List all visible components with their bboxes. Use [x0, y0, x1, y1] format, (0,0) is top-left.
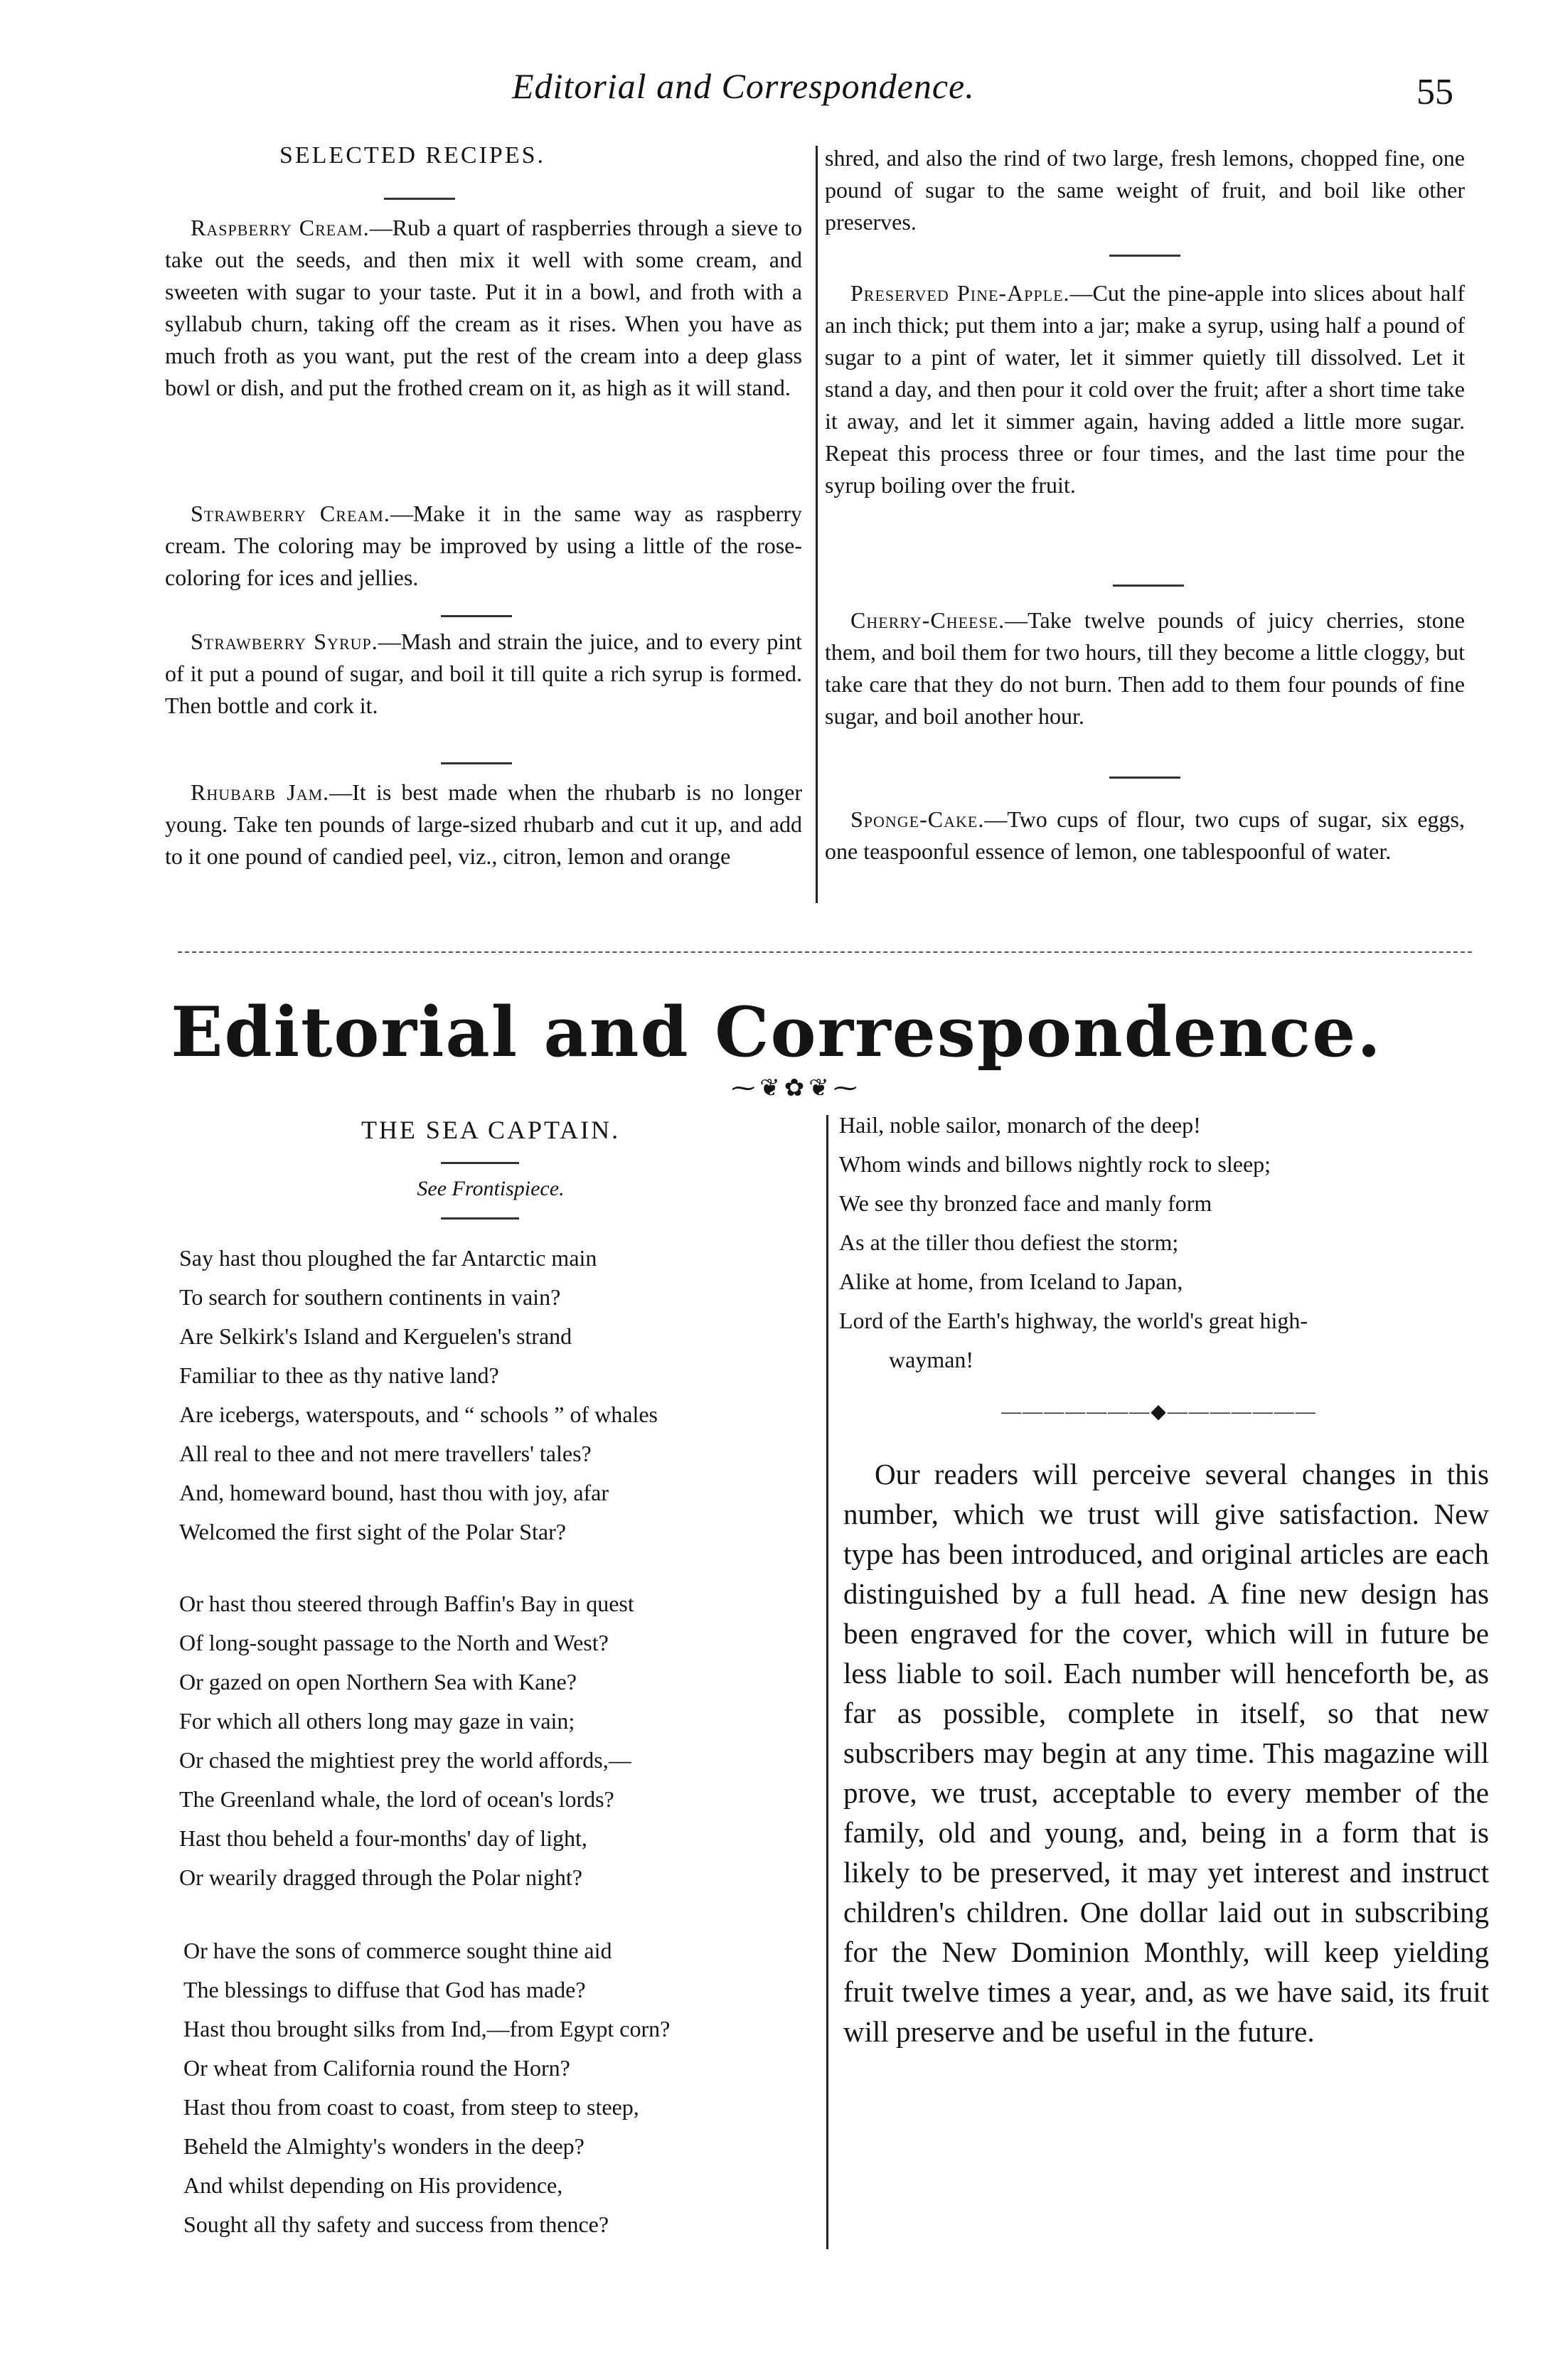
poem-line: All real to thee and not mere travellers' tales? [179, 1441, 592, 1466]
poem-line: Or chased the mightiest prey the world affords,— [179, 1747, 631, 1773]
poem-line: And whilst depending on His providence, [183, 2172, 563, 2198]
poem-line: The blessings to diffuse that God has made? [183, 1977, 586, 2002]
recipe-title: Raspberry Cream. [191, 215, 370, 240]
recipe-continuation [825, 142, 1465, 238]
poem-line: Whom winds and billows nightly rock to sleep; [839, 1151, 1271, 1177]
recipe-sponge-cake [825, 804, 1465, 868]
recipe-text: —Make it in the same way as raspberry cream. The coloring may be improved by using a little of the rose-coloring for ices and jellies. [165, 501, 803, 590]
poem-line: Hail, noble sailor, monarch of the deep! [839, 1112, 1201, 1138]
poem-line: We see thy bronzed face and manly form [839, 1190, 1212, 1216]
recipe-rhubarb-jam [165, 777, 802, 873]
poem-line: Are icebergs, waterspouts, and “ schools ” of whales [179, 1402, 658, 1427]
recipe-text: —Rub a quart of raspberries through a sieve to take out the seeds, and then mix it well with some cream, and sweeten with sugar to your taste. Put it in a bowl, and froth with a syllabub churn, taking off the cream as it rises. When you have as much froth as you want, put the rest of the cream into a deep glass bowl or dish, and put the frothed cream on it, as high as it will stand. [165, 215, 803, 400]
diamond-rule: ———————◆——————— [1001, 1401, 1317, 1423]
poem-line: Or gazed on open Northern Sea with Kane? [179, 1669, 577, 1695]
rule [441, 615, 512, 617]
rule [1109, 255, 1180, 257]
rule [1109, 777, 1180, 779]
poem-stanza-2 [179, 1584, 819, 1897]
poem-line: Hast thou from coast to coast, from steep to steep, [183, 2094, 639, 2120]
poem-line: For which all others long may gaze in vain; [179, 1708, 575, 1734]
poem-line: As at the tiller thou defiest the storm; [839, 1229, 1179, 1255]
poem-stanza-1 [179, 1239, 819, 1552]
recipe-text: shred, and also the rind of two large, fresh lemons, chopped fine, one pound of sugar to the same weight of fruit, and boil like other preserves. [825, 145, 1465, 235]
recipe-title: Rhubarb Jam. [191, 779, 330, 805]
recipe-raspberry-cream [165, 212, 802, 404]
poem-line: Alike at home, from Iceland to Japan, [839, 1269, 1183, 1294]
running-title: Editorial and Correspondence. [512, 66, 975, 106]
poem-line: Familiar to thee as thy native land? [179, 1362, 499, 1388]
column-rule [816, 146, 818, 903]
poem-title: THE SEA CAPTAIN. [361, 1116, 621, 1144]
editorial-notice [843, 1454, 1489, 2051]
recipe-text: —Mash and strain the juice, and to every pint of it put a pound of sugar, and boil it till quite a rich syrup is formed. Then bottle and cork it. [165, 629, 802, 718]
poem-subtitle: See Frontispiece. [417, 1177, 565, 1200]
poem-line: And, homeward bound, hast thou with joy, afar [179, 1480, 609, 1505]
recipes-heading: SELECTED RECIPES. [279, 142, 546, 169]
rule [384, 198, 455, 200]
recipe-title: Strawberry Syrup. [191, 629, 378, 654]
poem-line: Beheld the Almighty's wonders in the deep? [183, 2133, 585, 2159]
recipe-text: —Take twelve pounds of juicy cherries, stone them, and boil them for two hours, till they become a little cloggy, but take care that they do not burn. Then add to them four pounds of fine sugar, and boil another hour. [825, 607, 1465, 729]
poem-line: Of long-sought passage to the North and West? [179, 1630, 609, 1655]
poem-line: Or wearily dragged through the Polar night? [179, 1864, 582, 1890]
recipe-cherry-cheese [825, 604, 1465, 732]
rule [1113, 585, 1184, 587]
rule [441, 762, 512, 764]
recipe-title: Preserved Pine-Apple. [850, 280, 1070, 306]
rule [441, 1217, 519, 1220]
poem-line: Welcomed the first sight of the Polar Star? [179, 1519, 566, 1544]
page-number: 55 [1416, 72, 1453, 112]
poem-line: The Greenland whale, the lord of ocean's lords? [179, 1786, 614, 1812]
poem-line: Say hast thou ploughed the far Antarctic main [179, 1245, 597, 1271]
poem-line: Hast thou brought silks from Ind,—from Egypt corn? [183, 2016, 671, 2042]
recipe-strawberry-syrup [165, 626, 802, 722]
notice-paragraph: Our readers will perceive several changes in this number, which we trust will give satisfaction. New type has been introduced, and original articles are each distinguished by a full head. A fine new design has been engraved for the cover, which will in future be less liable to soil. Each number will henceforth be, as far as possible, complete in itself, so that new subscribers may begin at any time. This magazine will prove, we trust, acceptable to every member of the family, old and young, and, being in a form that is likely to be preserved, it may yet interest and instruct children's children. One dollar laid out in subscribing for the New Dominion Monthly, will keep yielding fruit twelve times a year, and, as we have said, its fruit will preserve and be useful in the future. [843, 1458, 1489, 2048]
poem-line: To search for southern continents in vain? [179, 1284, 561, 1310]
poem-stanza-3 [183, 1931, 823, 2244]
recipe-text: —Cut the pine-apple into slices about half an inch thick; put them into a jar; make a syrup, using half a pound of sugar to a pint of water, let it simmer quietly till dissolved. Let it stand a day, and then pour it cold over the fruit; after a short time take it away, and let it simmer again, having added a little more sugar. Repeat this process three or four times, and the last time pour the syrup boiling over the fruit. [825, 280, 1466, 498]
column-rule [826, 1115, 828, 2249]
ornament: ⁓❦✿❦⁓ [731, 1075, 862, 1101]
rule [441, 1162, 519, 1164]
poem-line: Or have the sons of commerce sought thine aid [183, 1938, 612, 1963]
poem-stanza-4 [839, 1106, 1479, 1380]
section-divider [178, 951, 1472, 953]
recipe-title: Cherry-Cheese. [850, 607, 1005, 633]
recipe-preserved-pine-apple [825, 277, 1465, 501]
poem-line: Or wheat from California round the Horn? [183, 2055, 570, 2081]
poem-line: Lord of the Earth's highway, the world's great high- [839, 1308, 1308, 1333]
recipe-strawberry-cream [165, 498, 802, 594]
poem-line: Or hast thou steered through Baffin's Bay in quest [179, 1591, 634, 1616]
recipe-title: Strawberry Cream. [191, 501, 390, 526]
editorial-title: Editorial and Correspondence. [171, 992, 1382, 1072]
poem-line: wayman! [889, 1347, 974, 1372]
poem-line: Hast thou beheld a four-months' day of light, [179, 1825, 587, 1851]
poem-line: Are Selkirk's Island and Kerguelen's strand [179, 1323, 572, 1349]
recipe-text: —Two cups of flour, two cups of sugar, six eggs, one teaspoonful essence of lemon, one tablespoonful of water. [825, 806, 1465, 864]
recipe-title: Sponge-Cake. [850, 806, 985, 832]
recipe-text: —It is best made when the rhubarb is no longer young. Take ten pounds of large-sized rhubarb and cut it up, and add to it one pound of candied peel, viz., citron, lemon and orange [165, 779, 803, 869]
poem-line: Sought all thy safety and success from thence? [183, 2211, 609, 2237]
